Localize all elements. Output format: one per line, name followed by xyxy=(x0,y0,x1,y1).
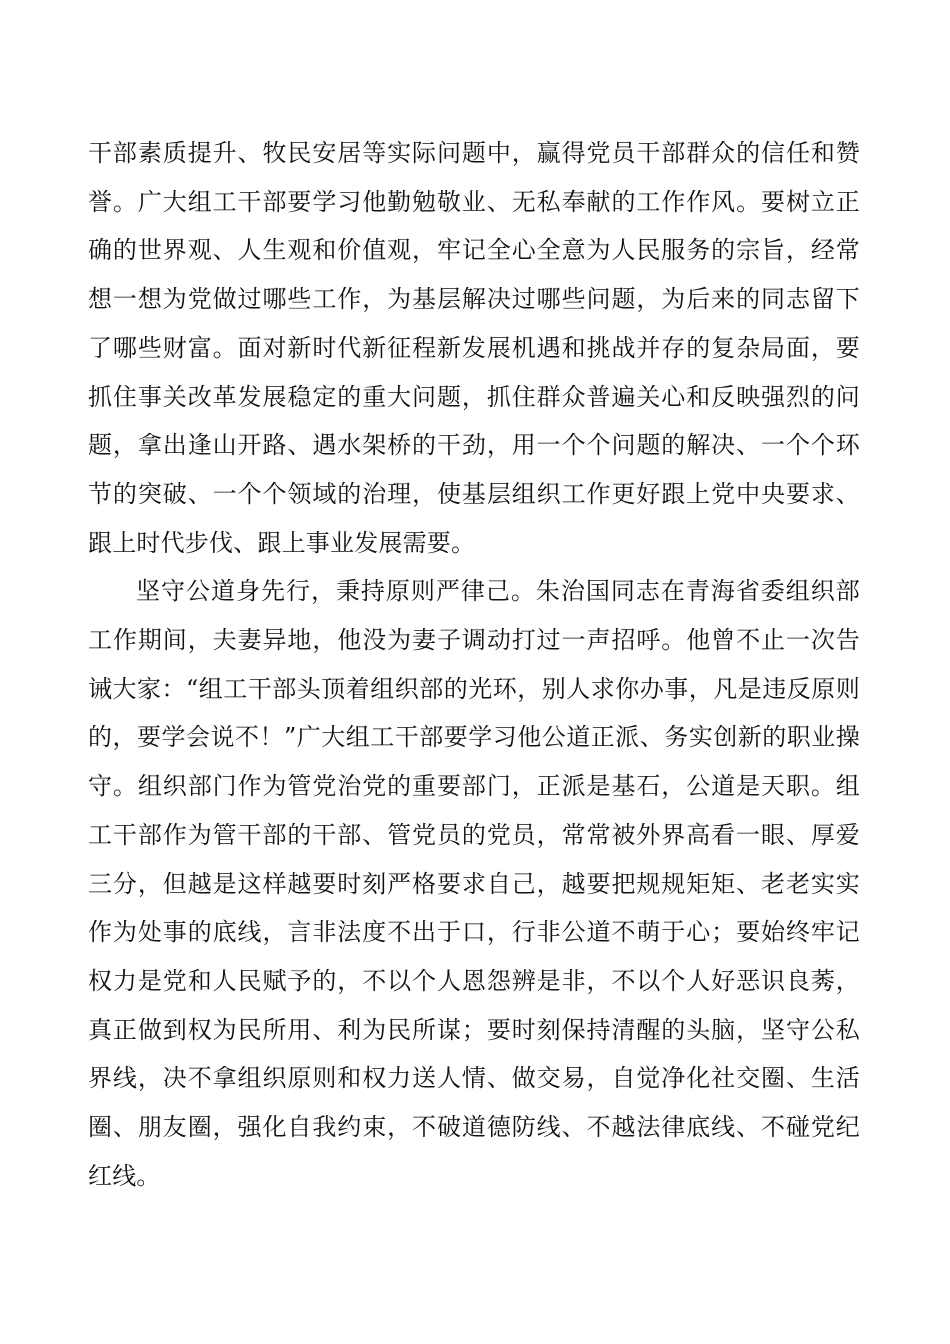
paragraph-integrity: 坚守公道身先行，秉持原则严律己。朱治国同志在青海省委组织部工作期间，夫妻异地，他没为妻子调动打过一声招呼。他曾不止一次告诫大家：“组工干部头顶着组织部的光环，别人求你办事，凡是违反原则的，要学会说不！”广大组工干部要学习他公道正派、务实创新的职业操守。组织部门作为管党治党的重要部门，正派是基石，公道是天职。组工干部作为管干部的干部、管党员的党员，常常被外界高看一眼、厚爱三分，但越是这样越要时刻严格要求自己，越要把规规矩矩、老老实实作为处事的底线，言非法度不出于口，行非公道不萌于心；要始终牢记权力是党和人民赋予的，不以个人恩怨辨是非，不以个人好恶识良莠，真正做到权为民所用、利为民所谋；要时刻保持清醒的头脑，坚守公私界线，决不拿组织原则和权力送人情、做交易，自觉净化社交圈、生活圈、朋友圈，强化自我约束，不破道德防线、不越法律底线、不碰党纪红线。 xyxy=(88,577,860,1190)
document-body xyxy=(88,129,860,1200)
paragraph-continuation: 干部素质提升、牧民安居等实际问题中，赢得党员干部群众的信任和赞誉。广大组工干部要学习他勤勉敬业、无私奉献的工作作风。要树立正确的世界观、人生观和价值观，牢记全心全意为人民服务的宗旨，经常想一想为党做过哪些工作，为基层解决过哪些问题，为后来的同志留下了哪些财富。面对新时代新征程新发展机遇和挑战并存的复杂局面，要抓住事关改革发展稳定的重大问题，抓住群众普遍关心和反映强烈的问题，拿出逢山开路、遇水架桥的干劲，用一个个问题的解决、一个个环节的突破、一个个领域的治理，使基层组织工作更好跟上党中央要求、跟上时代步伐、跟上事业发展需要。 xyxy=(88,139,860,557)
